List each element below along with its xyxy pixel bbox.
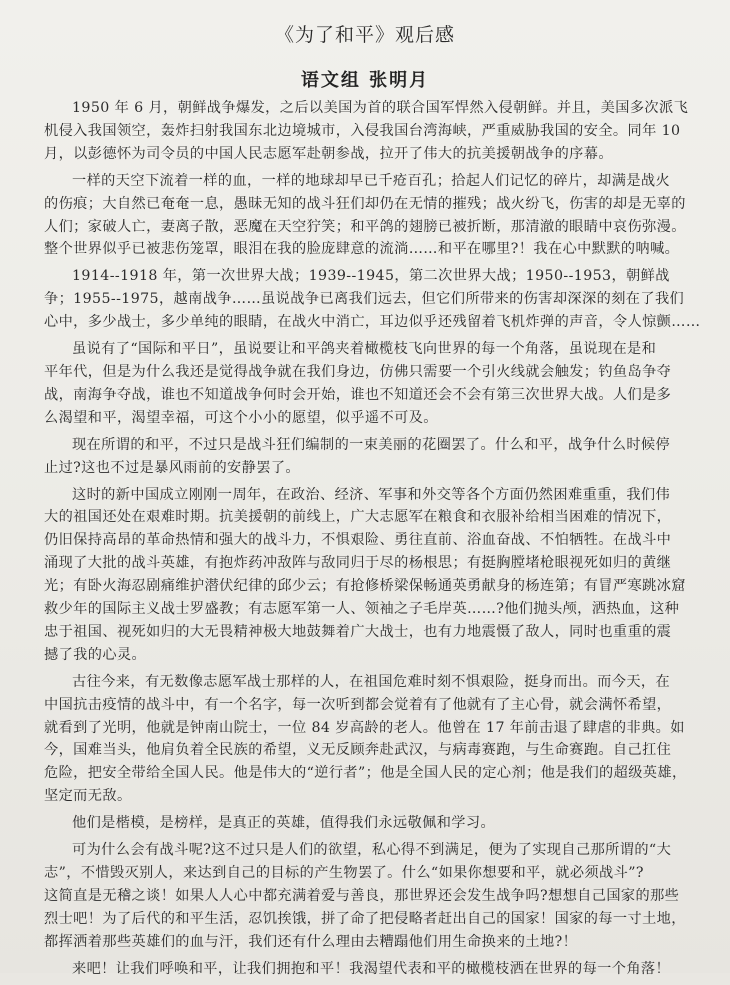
text-line: 人们；家破人亡，妻离子散，恶魔在天空狞笑；和平鸽的翅膀已被折断，那清澈的眼睛中哀伤弥漫。 [44,218,686,235]
text-line: 来吧！让我们呼唤和平，让我们拥抱和平！我渴望代表和平的橄榄枝洒在世界的每一个角落！ [72,960,671,977]
text-line: 烈士吧！为了后代的和平生活，忍饥挨饿，拼了命了把侵略者赶出自己的国家！国家的每一寸土地， [44,910,686,927]
paragraph [44,839,716,954]
text-line: 现在所谓的和平，不过只是战斗狂们编制的一束美丽的花圈罢了。什么和平，战争什么时候停 [72,436,671,453]
text-line: 1914--1918 年，第一次世界大战；1939--1945，第二次世界大战；1950--1953，朝鲜战 [72,268,670,285]
text-line: 仍旧保持高昂的革命热情和强大的战斗力，不惧艰险、勇往直前、浴血奋战、不怕牺牲。在战斗中 [44,532,672,549]
text-line: 这简直是无稽之谈！如果人人心中都充满着爱与善良，那世界还会发生战争吗?想想自己国家的那些 [44,887,680,904]
text-line: 月，以彭德怀为司令员的中国人民志愿军赴朝参战，拉开了伟大的抗美援朝战争的序幕。 [44,145,613,162]
text-line: 撼了我的心灵。 [44,646,147,663]
text-line: 救少年的国际主义战士罗盛教；有志愿军第一人、领袖之子毛岸英……?他们抛头颅，洒热血，这种 [44,601,680,618]
paragraph [44,170,716,262]
text-line: 1950 年 6 月，朝鲜战争爆发，之后以美国为首的联合国军悍然入侵朝鲜。并且，美国多次派飞 [72,100,689,116]
document-body [44,97,716,985]
text-line: 整个世界似乎已被悲伤笼罩，眼泪在我的脸庞肆意的流淌……和平在哪里?！我在心中默默的呐喊。 [44,241,680,258]
text-line: 这时的新中国成立刚刚一周年，在政治、经济、军事和外交等各个方面仍然困难重重，我们伟 [72,486,671,503]
text-line: 止过?这也不过是暴风雨前的安静罢了。 [44,459,300,476]
text-line: 虽说有了“国际和平日”，虽说要让和平鸽夹着橄榄枝飞向世界的每一个角落，虽说现在是和 [72,341,657,358]
text-line: 战，南海争夺战，谁也不知道战争何时会开始，谁也不知道还会不会有第三次世界大战。人们是多 [44,386,672,403]
paragraph [44,338,716,430]
paragraph [44,958,716,981]
text-line: 就看到了光明，他就是钟南山院士，一位 84 岁高龄的老人。他曾在 17 年前击退了肆虐的非典。如 [44,719,685,736]
text-line: 的伤痕；大自然已奄奄一息，愚昧无知的战斗狂们却仍在无情的摧残；战火纷飞，伤害的却是无辜的 [44,195,686,212]
text-line: 都挥洒着那些英雄们的血与汗，我们还有什么理由去糟蹋他们用生命换来的土地?！ [44,933,578,950]
text-line: 心中，多少战士，多少单纯的眼睛，在战火中消亡，耳边似乎还残留着飞机炸弹的声音，令人惊颤…… [44,314,701,331]
text-line: 古往今来，有无数像志愿军战士那样的人，在祖国危难时刻不惧艰险，挺身而出。而今天，在 [72,673,671,690]
text-line: 机侵入我国领空，轰炸扫射我国东北边境城市，入侵我国台湾海峡，严重威胁我国的安全。同年 10 [44,122,681,139]
text-line: 志”，不惜毁灭别人，来达到自己的目标的产生物罢了。什么“如果你想要和平，就必须战斗”? [44,865,644,881]
paragraph [44,434,716,480]
text-line: 危险，把安全带给全国人民。他是伟大的“逆行者”；他是全国人民的定心剂；他是我们的超级英雄， [44,765,687,782]
text-line: 平年代，但是为什么我还是觉得战争就在我们身边，仿佛只需要一个引火线就会触发；钓鱼岛争夺 [44,363,672,380]
text-line: 可为什么会有战斗呢?这不过只是人们的欲望，私心得不到满足，便为了实现自己那所谓的“大 [72,842,672,859]
text-line: 大的祖国还处在艰难时期。抗美援朝的前线上，广大志愿军在粮食和衣服补给相当困难的情况下， [44,509,672,526]
author-byline: 语文组 张明月 [300,70,430,91]
text-line: 涌现了大批的战斗英雄，有抱炸药冲敌阵与敌同归于尽的杨根思；有挺胸膛堵枪眼视死如归的黄继 [44,555,672,572]
text-line: 今，国难当头，他肩负着全民族的希望，义无反顾奔赴武汉，与病毒赛跑，与生命赛跑。自己扛住 [44,742,672,759]
paragraph [44,484,716,667]
paragraph [44,812,716,835]
text-line: 一样的天空下流着一样的血，一样的地球却早已千疮百孔；拾起人们记忆的碎片，却满是战火 [72,172,671,189]
text-line: 中国抗击疫情的战斗中，有一个名字，每一次听到都会觉着有了他就有了主心骨，就会满怀希望， [44,696,672,713]
text-line: 么渴望和平，渴望幸福，可这个小小的愿望，似乎遥不可及。 [44,409,438,426]
text-line: 坚定而无敌。 [44,788,132,805]
text-line: 争；1955--1975，越南战争……虽说战争已离我们远去，但它们所带来的伤害却深深的刻在了我们 [44,291,685,308]
text-line: 他们是楷模，是榜样，是真正的英雄，值得我们永远敬佩和学习。 [72,815,496,832]
paragraph [44,265,716,334]
document-title: 《为了和平》观后感 [274,24,455,46]
text-line: 忠于祖国、视死如归的大无畏精神极大地鼓舞着广大战士，也有力地震慑了敌人，同时也重重的震 [44,623,672,640]
text-line: 光；有卧火海忍剧痛维护潜伏纪律的邱少云；有抢修桥梁保畅通英勇献身的杨连第；有冒严寒跳冰窟 [44,578,686,595]
paragraph [44,671,716,808]
paragraph [44,97,716,166]
